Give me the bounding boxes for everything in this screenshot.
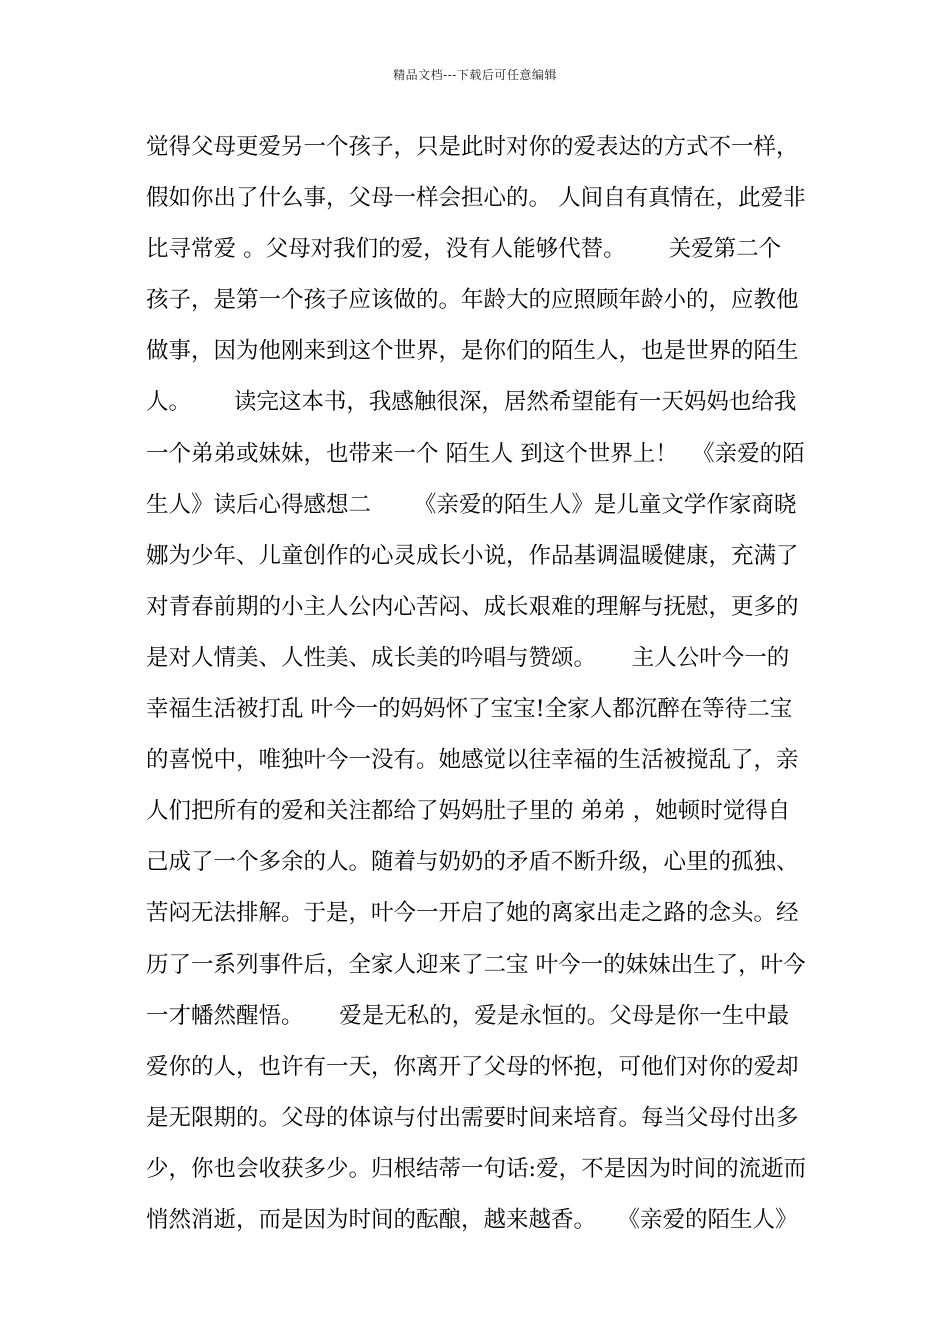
text-line: 对青春前期的小主人公内心苦闷、成长艰难的理解与抚慰，更多的	[146, 593, 799, 620]
text-line: 娜为少年、儿童创作的心灵成长小说，作品基调温暖健康，充满了	[146, 542, 799, 569]
text-line: 孩子，是第一个孩子应该做的。年龄大的应照顾年龄小的，应教他	[146, 287, 799, 314]
text-line: 苦闷无法排解。于是，叶今一开启了她的离家出走之路的念头。经	[146, 900, 799, 927]
text-line: 少，你也会收获多少。归根结蒂一句话:爱，不是因为时间的流逝而	[146, 1155, 807, 1182]
text-line: 一才幡然醒悟。 爱是无私的，爱是永恒的。父母是你一生中最	[146, 1002, 790, 1029]
text-line: 历了一系列事件后，全家人迎来了二宝 叶今一的妹妹出生了，叶今	[146, 951, 806, 978]
text-line: 做事，因为他刚来到这个世界，是你们的陌生人，也是世界的陌生	[146, 338, 799, 365]
text-line: 爱你的人，也许有一天，你离开了父母的怀抱，可他们对你的爱却	[146, 1053, 799, 1080]
text-line: 的喜悦中，唯独叶今一没有。她感觉以往幸福的生活被搅乱了，亲	[146, 747, 799, 774]
text-line: 人。 读完这本书，我感触很深，居然希望能有一天妈妈也给我	[146, 389, 797, 416]
text-line: 生人》读后心得感想二 《亲爱的陌生人》是儿童文学作家商晓	[146, 491, 797, 518]
text-line: 悄然消逝，而是因为时间的酝酿，越来越香。 《亲爱的陌生人》	[146, 1206, 798, 1233]
text-line: 人们把所有的爱和关注都给了妈妈肚子里的 弟弟 ，她顿时觉得自	[146, 798, 791, 825]
text-line: 己成了一个多余的人。随着与奶奶的矛盾不断升级，心里的孤独、	[146, 849, 799, 876]
text-line: 幸福生活被打乱 叶今一的妈妈怀了宝宝!全家人都沉醉在等待二宝	[146, 696, 793, 723]
text-line: 一个弟弟或妹妹，也带来一个 陌生人 到这个世界上！ 《亲爱的陌	[146, 440, 805, 467]
document-body	[146, 133, 811, 1257]
text-line: 假如你出了什么事，父母一样会担心的。 人间自有真情在，此爱非	[146, 185, 806, 212]
text-line: 是对人情美、人性美、成长美的吟唱与赞颂。 主人公叶今一的	[146, 644, 790, 671]
text-line: 觉得父母更爱另一个孩子，只是此时对你的爱表达的方式不一样，	[146, 134, 799, 160]
text-line: 是无限期的。父母的体谅与付出需要时间来培育。每当父母付出多	[146, 1104, 799, 1131]
text-line: 比寻常爱 。父母对我们的爱，没有人能够代替。 关爱第二个	[146, 236, 782, 263]
page-header: 精品文档---下载后可任意编辑	[393, 68, 557, 82]
